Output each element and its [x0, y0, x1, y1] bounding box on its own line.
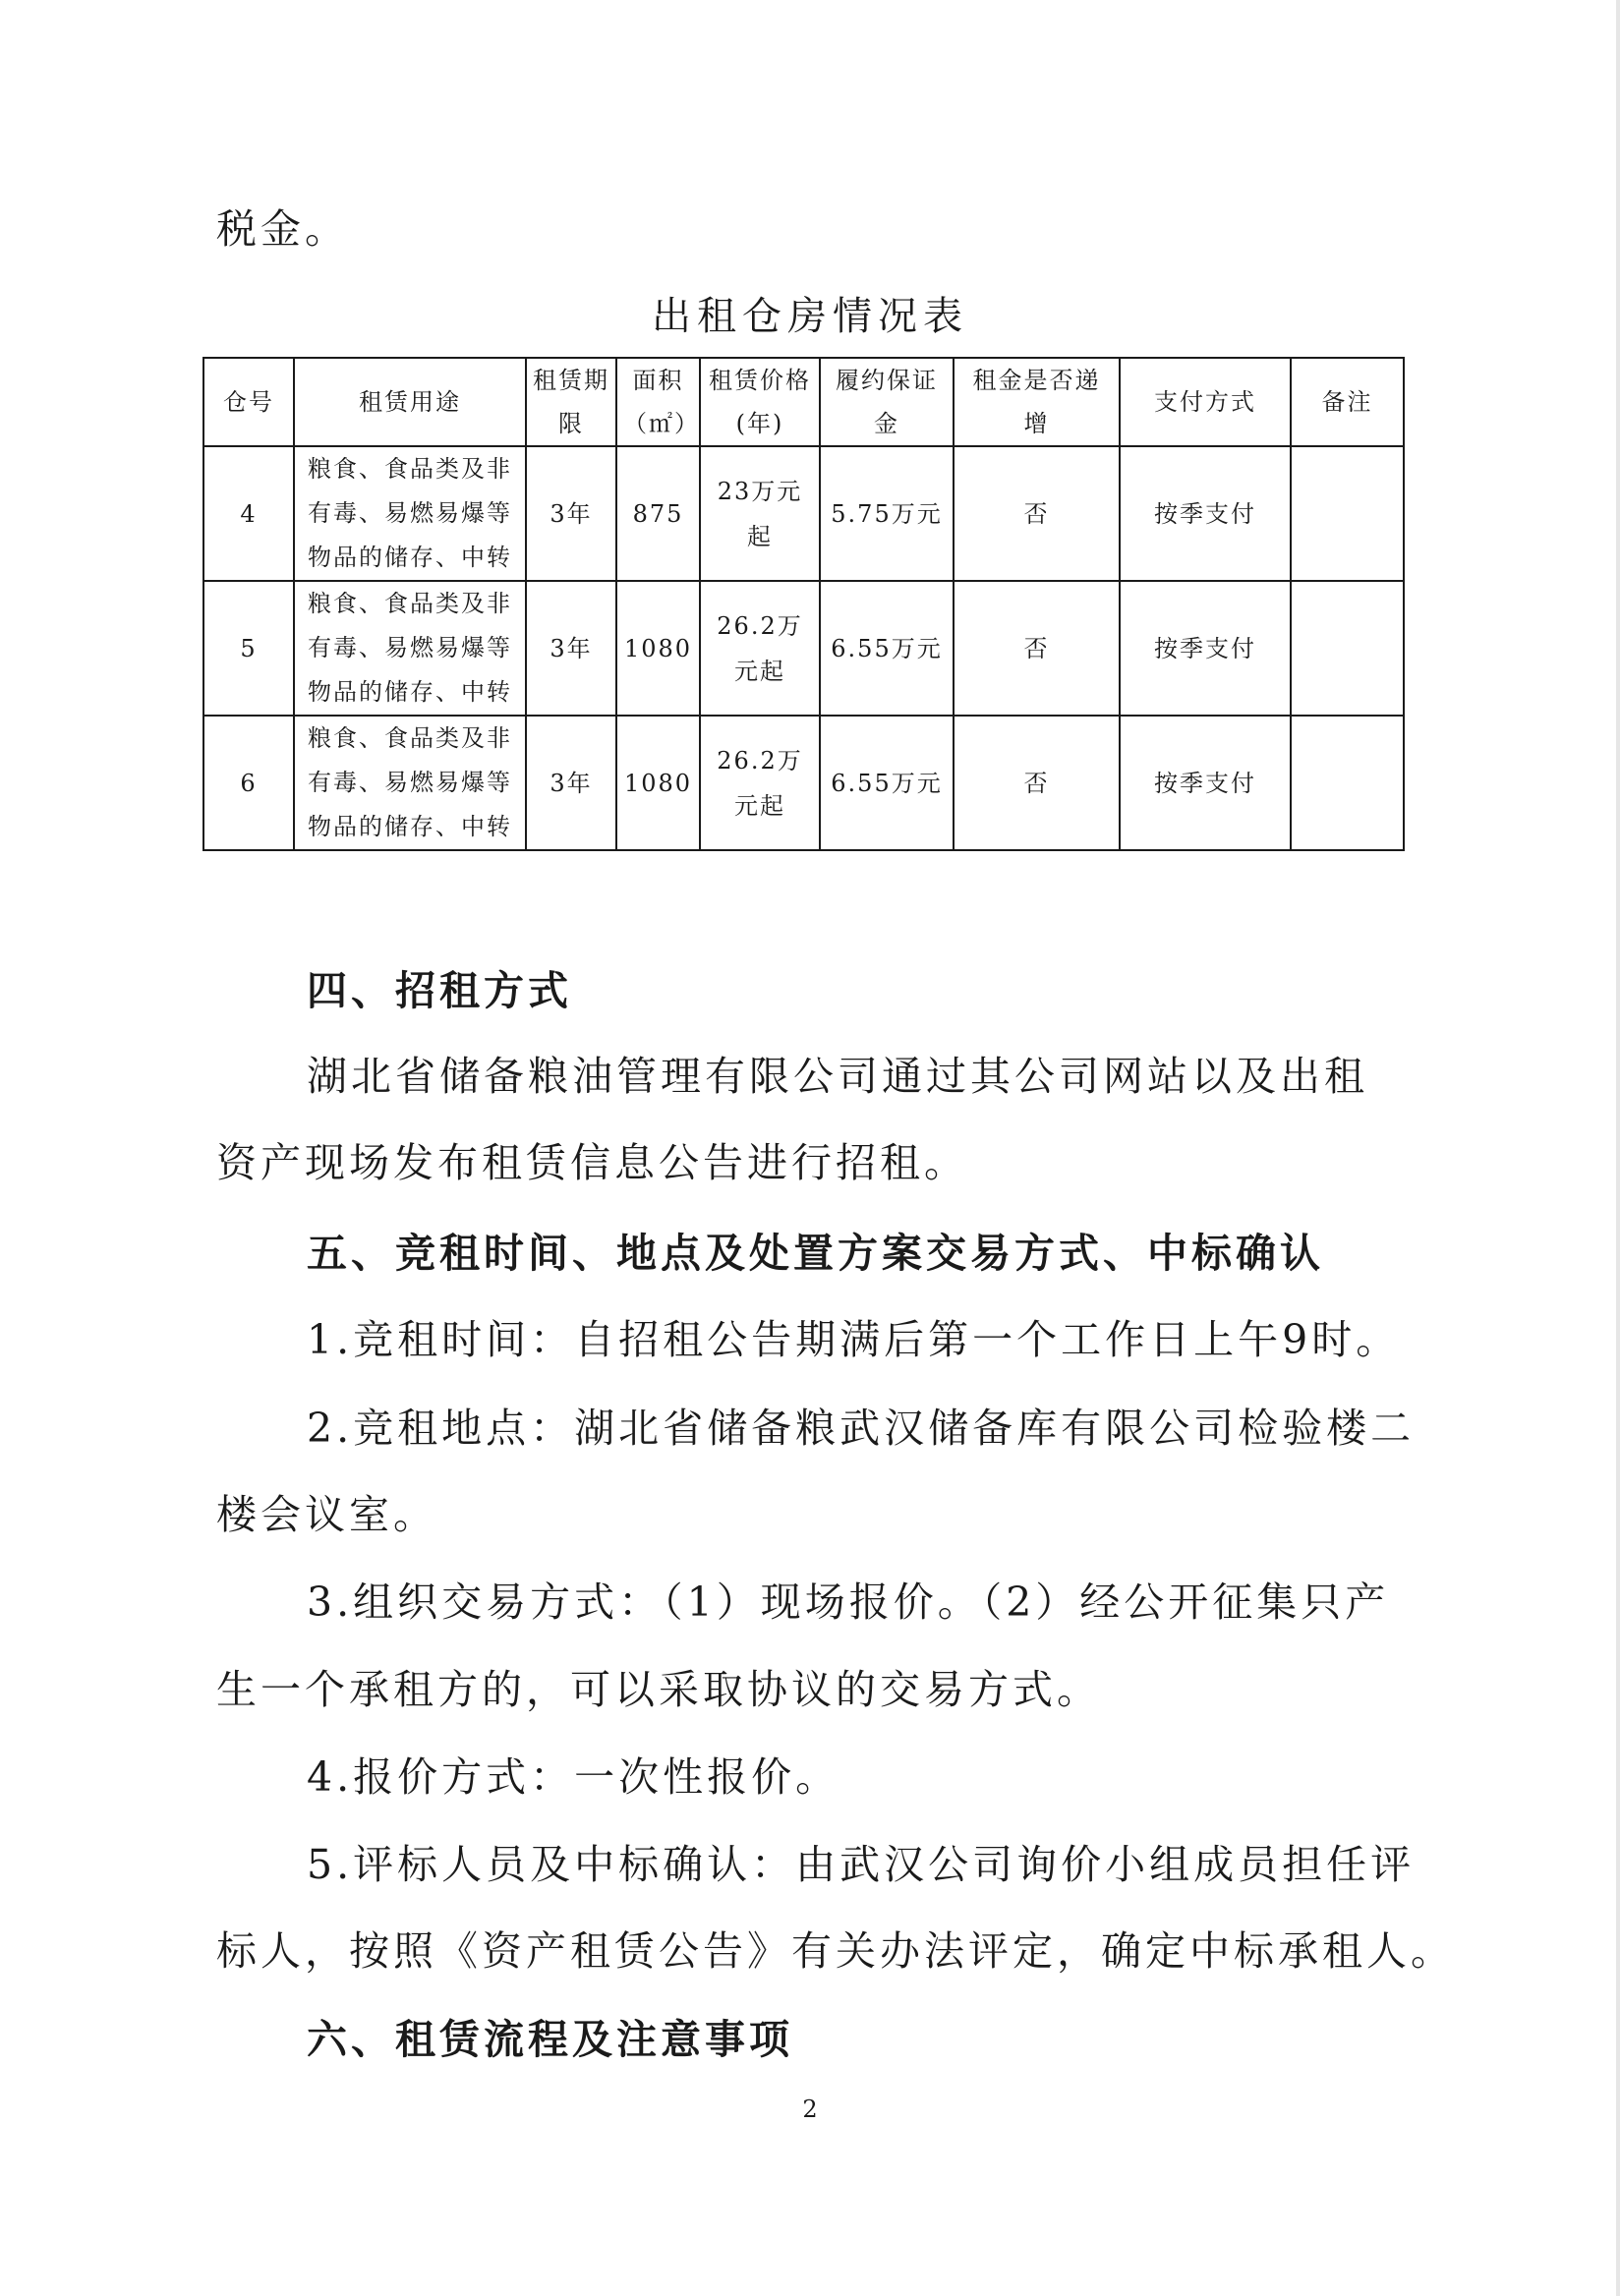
cell-usage: 粮食、食品类及非有毒、易燃易爆等物品的储存、中转: [294, 581, 526, 716]
cell-area: 1080: [616, 716, 700, 850]
page-number: 2: [802, 2095, 818, 2123]
section5-item1: 1.竞租时间：自招租公告期满后第一个工作日上午9时。: [307, 1316, 1401, 1363]
cell-payment: 按季支付: [1120, 581, 1291, 716]
cell-increase: 否: [954, 716, 1120, 850]
cell-payment: 按季支付: [1120, 716, 1291, 850]
cell-cang: 4: [203, 446, 294, 581]
header-payment: 支付方式: [1120, 358, 1291, 446]
header-deposit: 履约保证金: [820, 358, 954, 446]
section5-item3-line1: 3.组织交易方式：（1）现场报价。（2）经公开征集只产: [307, 1578, 1390, 1626]
cell-remark: [1291, 446, 1404, 581]
cell-price: 26.2万元起: [700, 581, 820, 716]
cell-remark: [1291, 581, 1404, 716]
header-increase: 租金是否递增: [954, 358, 1120, 446]
cell-usage: 粮食、食品类及非有毒、易燃易爆等物品的储存、中转: [294, 446, 526, 581]
cell-deposit: 5.75万元: [820, 446, 954, 581]
section4-para-line1: 湖北省储备粮油管理有限公司通过其公司网站以及出租: [307, 1053, 1368, 1100]
page-edge: [1616, 0, 1620, 2296]
cell-price: 26.2万元起: [700, 716, 820, 850]
cell-increase: 否: [954, 446, 1120, 581]
cell-term: 3年: [526, 716, 616, 850]
section4-heading: 四、招租方式: [307, 967, 572, 1014]
section5-item4: 4.报价方式：一次性报价。: [307, 1753, 840, 1801]
cell-cang: 6: [203, 716, 294, 850]
section5-item2-line2: 楼会议室。: [216, 1491, 437, 1538]
header-area: 面积（㎡）: [616, 358, 700, 446]
table-row: [203, 716, 1404, 850]
table-row: [203, 581, 1404, 716]
section5-heading: 五、竞租时间、地点及处置方案交易方式、中标确认: [307, 1230, 1324, 1277]
table-title: 出租仓房情况表: [652, 294, 968, 339]
cell-price: 23万元起: [700, 446, 820, 581]
intro-tail-text: 税金。: [216, 205, 349, 253]
table-row: [203, 446, 1404, 581]
section5-item2-line1: 2.竞租地点：湖北省储备粮武汉储备库有限公司检验楼二: [307, 1405, 1416, 1452]
cell-increase: 否: [954, 581, 1120, 716]
header-term: 租赁期限: [526, 358, 616, 446]
cell-term: 3年: [526, 581, 616, 716]
header-cang: 仓号: [203, 358, 294, 446]
header-remark: 备注: [1291, 358, 1404, 446]
cell-deposit: 6.55万元: [820, 716, 954, 850]
section4-para-line2: 资产现场发布租赁信息公告进行招租。: [216, 1139, 968, 1186]
cell-remark: [1291, 716, 1404, 850]
table-header-row: [203, 358, 1404, 446]
warehouse-rental-table: [202, 357, 1405, 851]
cell-deposit: 6.55万元: [820, 581, 954, 716]
cell-area: 875: [616, 446, 700, 581]
section5-item3-line2: 生一个承租方的，可以采取协议的交易方式。: [216, 1666, 1101, 1713]
section5-item5-line1: 5.评标人员及中标确认：由武汉公司询价小组成员担任评: [307, 1841, 1416, 1888]
header-price: 租赁价格(年): [700, 358, 820, 446]
cell-payment: 按季支付: [1120, 446, 1291, 581]
cell-area: 1080: [616, 581, 700, 716]
section5-item5-line2: 标人，按照《资产租赁公告》有关办法评定，确定中标承租人。: [216, 1927, 1455, 1975]
section6-heading: 六、租赁流程及注意事项: [307, 2016, 793, 2063]
header-usage: 租赁用途: [294, 358, 526, 446]
cell-usage: 粮食、食品类及非有毒、易燃易爆等物品的储存、中转: [294, 716, 526, 850]
cell-cang: 5: [203, 581, 294, 716]
cell-term: 3年: [526, 446, 616, 581]
